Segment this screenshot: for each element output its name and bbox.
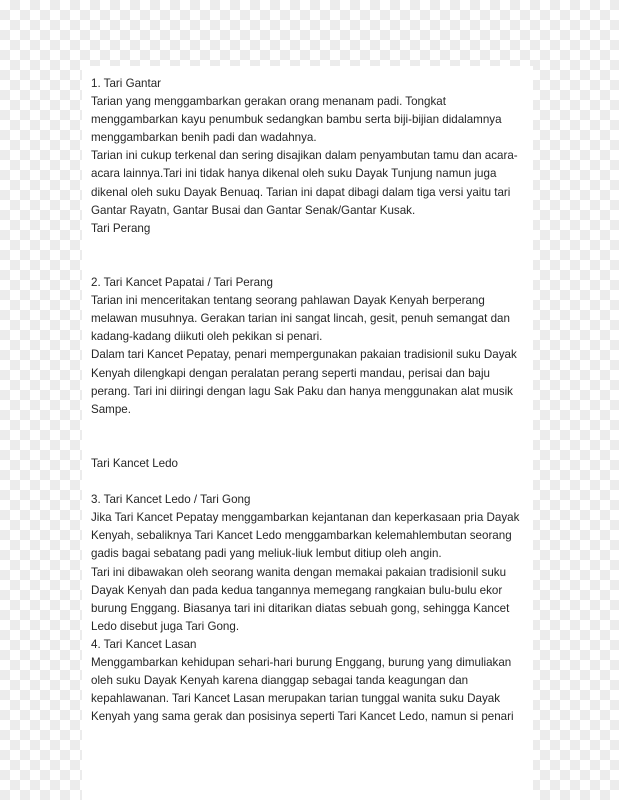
heading-tari-kancet-ledo xyxy=(91,491,536,509)
text-line: 4. Tari Kancet Lasan xyxy=(91,637,197,651)
paragraph-tari-kancet-papatai-description xyxy=(91,292,536,346)
text-line: Sampe. xyxy=(91,402,131,416)
document-page xyxy=(82,66,533,800)
text-line: Menggambarkan kehidupan sehari-hari burung Enggang, burung yang dimuliakan xyxy=(91,656,512,669)
text-line: Kenyah, sebaliknya Tari Kancet Ledo menggambarkan kelemahlembutan seorang xyxy=(91,529,512,543)
text-line: Gantar Rayatn, Gantar Busai dan Gantar Senak/Gantar Kusak. xyxy=(91,203,416,217)
text-line: perang. Tari ini diiringi dengan lagu Sak Paku dan hanya menggunakan alat musik xyxy=(91,384,513,398)
blank-line xyxy=(91,473,536,491)
heading-tari-gantar xyxy=(91,75,536,93)
text-line: melawan musuhnya. Gerakan tarian ini sangat lincah, gesit, penuh semangat dan xyxy=(91,312,510,326)
text-line: Tarian ini cukup terkenal dan sering disajikan dalam penyambutan tamu dan acara- xyxy=(91,149,518,163)
paragraph-tari-kancet-papatai-costume xyxy=(91,346,536,418)
text-line: Tari Kancet Ledo xyxy=(91,456,179,470)
heading-tari-kancet-papatai xyxy=(91,274,536,292)
text-line: burung Enggang. Biasanya tari ini ditarikan diatas sebuah gong, sehingga Kancet xyxy=(91,601,510,615)
text-line: Tarian yang menggambarkan gerakan orang menanam padi. Tongkat xyxy=(91,95,446,109)
text-line: dikenal oleh suku Dayak Benuaq. Tarian ini dapat dibagi dalam tiga versi yaitu tari xyxy=(91,185,511,199)
text-line: Ledo disebut juga Tari Gong. xyxy=(91,619,240,633)
paragraph-tari-kancet-lasan-description xyxy=(91,654,536,726)
paragraph-tari-gantar-versions xyxy=(91,147,536,219)
text-line: menggambarkan kayu penumbuk sedangkan bambu serta biji-bijian didalamnya xyxy=(91,113,502,127)
paragraph-tari-gantar-description xyxy=(91,93,536,147)
blank-line xyxy=(91,437,536,455)
subheading-tari-perang xyxy=(91,220,536,238)
text-line: Tari Perang xyxy=(91,221,151,235)
paragraph-tari-kancet-ledo-description xyxy=(91,509,536,563)
document-body xyxy=(91,75,536,726)
text-line: kadang-kadang diikuti oleh pekikan si penari. xyxy=(91,330,323,344)
text-line: acara lainnya.Tari ini tidak hanya dikenal oleh suku Dayak Tunjung namun juga xyxy=(91,167,497,181)
text-line: menggambarkan benih padi dan wadahnya. xyxy=(91,131,317,145)
text-line: Kenyah yang sama gerak dan posisinya seperti Tari Kancet Ledo, namun si penari xyxy=(91,710,514,724)
text-line: Tarian ini menceritakan tentang seorang pahlawan Dayak Kenyah berperang xyxy=(91,294,485,308)
text-line: gadis bagai sebatang padi yang meliuk-liuk lembut ditiup oleh angin. xyxy=(91,547,442,561)
text-line: oleh suku Dayak Kenyah karena dianggap sebagai tanda keagungan dan xyxy=(91,674,469,688)
text-line: kepahlawanan. Tari Kancet Lasan merupakan tarian tunggal wanita suku Dayak xyxy=(91,692,501,706)
heading-tari-kancet-lasan xyxy=(91,636,536,654)
text-line: 1. Tari Gantar xyxy=(91,77,162,90)
blank-line xyxy=(91,419,536,437)
text-line: Jika Tari Kancet Pepatay menggambarkan kejantanan dan keperkasaan pria Dayak xyxy=(91,511,520,525)
paragraph-tari-kancet-ledo-costume xyxy=(91,564,536,636)
blank-line xyxy=(91,256,536,274)
text-line: Dayak Kenyah dan pada kedua tangannya memegang rangkaian bulu-bulu ekor xyxy=(91,583,503,597)
text-line: Dalam tari Kancet Pepatay, penari mempergunakan pakaian tradisionil suku Dayak xyxy=(91,348,517,362)
text-line: Tari ini dibawakan oleh seorang wanita dengan memakai pakaian tradisionil suku xyxy=(91,565,507,579)
text-line: 3. Tari Kancet Ledo / Tari Gong xyxy=(91,493,251,507)
text-line: Kenyah dilengkapi dengan peralatan perang seperti mandau, perisai dan baju xyxy=(91,366,490,380)
text-line: 2. Tari Kancet Papatai / Tari Perang xyxy=(91,276,273,290)
blank-line xyxy=(91,238,536,256)
subheading-tari-kancet-ledo xyxy=(91,455,536,473)
